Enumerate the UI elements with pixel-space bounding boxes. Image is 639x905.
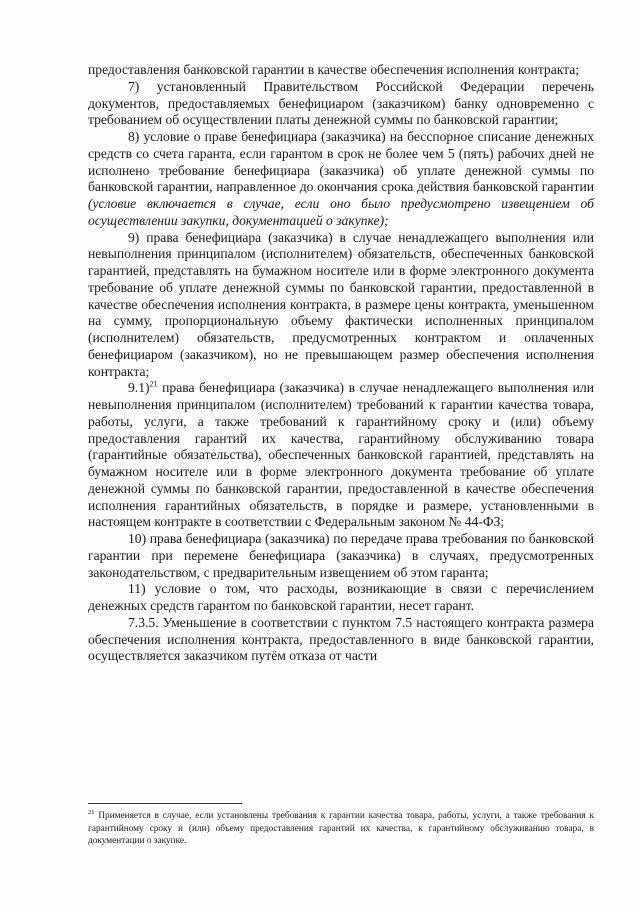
paragraph-item-7 [88, 79, 594, 129]
paragraph-item-9-1 [88, 380, 594, 531]
paragraph-italic-note: (условие включается в случае, если оно было предусмотрено извещением об осуществлении закупки, документацией о закупке); [88, 196, 594, 228]
paragraph-text: права бенефициара (заказчика) в случае ненадлежащего выполнения или невыполнения принципалом (исполнителем) требований к гарантии качества товара, работы, услуги, а также требований к гарантийному сроку и (или) объему предоставления гарантий их качества, гарантийному обслуживанию товара (гарантийные обязательства), обеспеченных банковской гарантией, представлять на бумажном носителе или в форме электронного документа требование об уплате денежной суммы по банковской гарантии, предоставленной в качестве обеспечения исполнения гарантийных обязательств, в порядке и размере, установленными в настоящем контракте в соответствии с Федеральным законом № 44-ФЗ; [88, 380, 594, 530]
paragraph-continuation [88, 62, 594, 79]
footnote-reference: 21 [149, 379, 158, 389]
footnote-divider [88, 803, 242, 804]
paragraph-text: 10) права бенефициара (заказчика) по передаче права требования по банковской гарантии при перемене бенефициара (заказчика) в случаях, предусмотренных законодательством, с предварительным извещением об этом гаранта; [88, 531, 594, 580]
paragraph-item-11 [88, 581, 594, 615]
paragraph-text: предоставления банковской гарантии в качестве обеспечения исполнения контракта; [88, 62, 580, 77]
paragraph-text: 7.3.5. Уменьшение в соответствии с пунктом 7.5 настоящего контракта размера обеспечения исполнения контракта, предоставленного в виде банковской гарантии, осуществляется заказчиком путём отказа от части [88, 614, 594, 664]
footnote-text: Применяется в случае, если установлены требования к гарантии качества товара, работы, услуги, а также требования к гарантийному сроку и (или) объему предоставления гарантий их качества, к гарантийному обслуживанию товара, в документации о закупке. [88, 811, 594, 846]
footnote-marker: 21 [88, 808, 95, 816]
paragraph-item-9 [88, 230, 594, 381]
paragraph-item-8 [88, 129, 594, 230]
paragraph-text: 7) установленный Правительством Российской Федерации перечень документов, предоставляемых бенефициаром (заказчиком) банку одновременно с требованием об осуществлении платы денежной суммы по банковской гарантии; [88, 78, 594, 128]
paragraph-text: 8) условие о праве бенефициара (заказчика) на бесспорное списание денежных средств со счета гаранта, если гарантом в срок не более чем 5 (пять) рабочих дней не исполнено требование бенефициара (заказчика) об уплате денежной суммы по банковской гарантии, направленное до окончания срока действия банковской гарантии [88, 129, 594, 195]
paragraph-text: 11) условие о том, что расходы, возникающие в связи с перечислением денежных средств гарантом по банковской гарантии, несет гарант. [88, 581, 594, 613]
paragraph-item-10 [88, 531, 594, 581]
paragraph-clause-7-3-5 [88, 615, 594, 665]
footnote [88, 810, 594, 848]
paragraph-text: 9) права бенефициара (заказчика) в случае ненадлежащего выполнения или невыполнения принципалом (исполнителем) обязательств, обеспеченных банковской гарантией, представлять на бумажном носителе или в форме электронного документа требование об уплате денежной суммы по банковской гарантии, предоставленной в качестве обеспечения исполнения контракта, в размере цены контракта, уменьшенном на сумму, пропорциональную объему фактически исполненных принципалом (исполнителем) обязательств, предусмотренных контрактом и оплаченных бенефициаром (заказчиком), но не превышающем размер обеспечения исполнения контракта; [88, 229, 594, 379]
item-number: 9.1) [128, 380, 150, 396]
body-text [88, 62, 594, 665]
